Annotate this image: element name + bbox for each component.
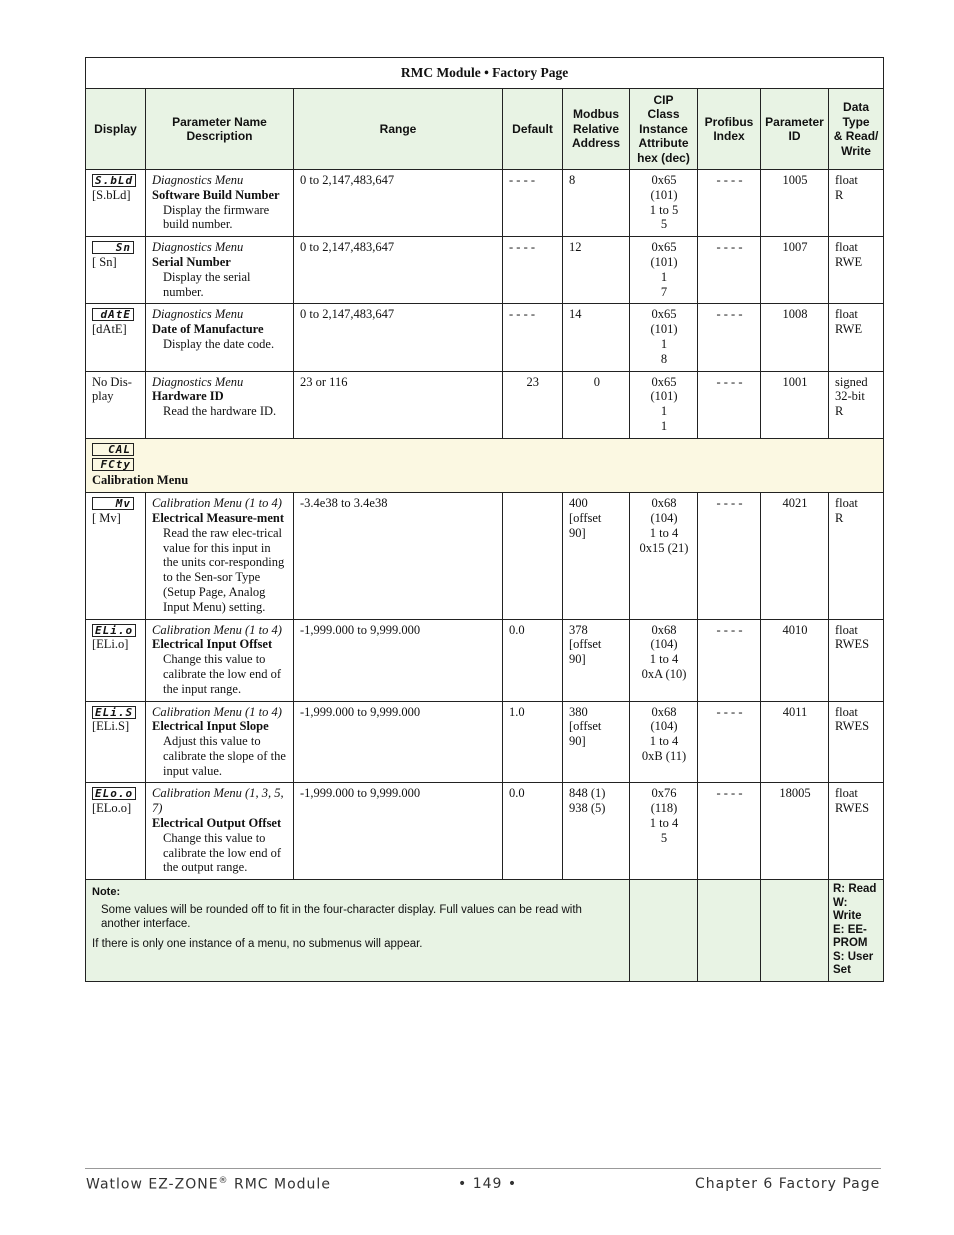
parameter-cell: [146, 783, 294, 880]
menu-name: Calibration Menu (1, 3, 5, 7): [152, 786, 284, 816]
range-cell: -1,999.000 to 9,999.000: [294, 701, 503, 783]
cip-cell: 0x68 (104) 1 to 4 0x15 (21): [630, 493, 698, 619]
display-glyph: ELo.o: [92, 787, 136, 800]
menu-label: Calibration Menu: [92, 473, 189, 488]
menu-glyph-fcty: FCty: [92, 458, 134, 471]
modbus-cell: 12: [563, 237, 630, 304]
table-row: [86, 619, 884, 701]
parameter-id-cell: 1001: [761, 371, 829, 438]
menu-name: Calibration Menu (1 to 4): [152, 496, 282, 511]
calibration-menu-row: [86, 438, 884, 492]
parameter-description: Change this value to calibrate the low end of the input range.: [163, 652, 282, 696]
display-text: [ELo.o]: [92, 801, 132, 816]
header-profibus: Profibus Index: [698, 89, 761, 170]
parameter-description: Adjust this value to calibrate the slope of the input value.: [163, 734, 286, 778]
factory-page-table: [85, 57, 884, 982]
footer-rule: [85, 1168, 881, 1169]
range-cell: 0 to 2,147,483,647: [294, 237, 503, 304]
parameter-name: Serial Number: [152, 254, 231, 269]
menu-name: Diagnostics Menu: [152, 374, 244, 389]
calibration-rows: [86, 493, 884, 880]
range-cell: -3.4e38 to 3.4e38: [294, 493, 503, 619]
data-type-cell: float R: [829, 170, 884, 237]
display-cell: [86, 619, 146, 701]
note-title: Note:: [92, 886, 121, 899]
default-cell: - - - -: [503, 170, 563, 237]
menu-name: Diagnostics Menu: [152, 307, 244, 322]
menu-name: Diagnostics Menu: [152, 173, 244, 187]
header-default: Default: [503, 89, 563, 170]
display-text: [ Mv]: [92, 510, 121, 525]
parameter-name: Electrical Input Offset: [152, 637, 273, 652]
modbus-cell: 378 [offset 90]: [563, 619, 630, 701]
modbus-cell: 848 (1) 938 (5): [563, 783, 630, 880]
default-cell: 0.0: [503, 783, 563, 880]
table-row: [86, 783, 884, 880]
modbus-cell: 400 [offset 90]: [563, 493, 630, 619]
range-cell: 0 to 2,147,483,647: [294, 170, 503, 237]
footer-registered-mark: ®: [218, 1176, 229, 1186]
footer-product-suffix: RMC Module: [228, 1176, 331, 1193]
range-cell: 0 to 2,147,483,647: [294, 304, 503, 371]
note-empty-param-id: [761, 880, 829, 982]
display-glyph: Sn: [92, 241, 134, 254]
display-cell: [86, 783, 146, 880]
parameter-id-cell: 1008: [761, 304, 829, 371]
default-cell: 0.0: [503, 619, 563, 701]
data-type-legend: R: Read W: Write E: EE- PROM S: User Set: [829, 880, 884, 982]
parameter-description: Read the raw elec-trical value for this input in the units cor-responding to the Sen-sor Type (Setup Page, Analog Input Menu) setting.: [163, 525, 285, 614]
display-text: [ Sn]: [92, 254, 117, 269]
cip-cell: 0x68 (104) 1 to 4 0xA (10): [630, 619, 698, 701]
display-cell: [86, 493, 146, 619]
note-line-1: Some values will be rounded off to fit in the four-character display. Full values can be read with another interface.: [101, 904, 582, 931]
parameter-name: Electrical Output Offset: [152, 816, 282, 831]
cip-cell: 0x76 (118) 1 to 4 5: [630, 783, 698, 880]
parameter-cell: [146, 619, 294, 701]
header-modbus: Modbus Relative Address: [563, 89, 630, 170]
table-title: RMC Module • Factory Page: [86, 58, 884, 89]
header-cip: CIP Class Instance Attribute hex (dec): [630, 89, 698, 170]
profibus-cell: - - - -: [698, 304, 761, 371]
modbus-cell: 380 [offset 90]: [563, 701, 630, 783]
footer-page-number: • 149 •: [458, 1176, 518, 1192]
parameter-id-cell: 1007: [761, 237, 829, 304]
table-row: [86, 371, 884, 438]
header-parameter-name: Parameter Name Description: [146, 89, 294, 170]
cip-cell: 0x65 (101) 1 8: [630, 304, 698, 371]
modbus-cell: 8: [563, 170, 630, 237]
note-line-2: If there is only one instance of a menu, no submenus will appear.: [92, 938, 423, 951]
header-parameter-id: Parameter ID: [761, 89, 829, 170]
display-cell: [86, 701, 146, 783]
display-text: [dAtE]: [92, 322, 127, 337]
parameter-cell: [146, 493, 294, 619]
display-cell: [86, 237, 146, 304]
data-type-cell: float RWES: [829, 783, 884, 880]
table-row: [86, 701, 884, 783]
note-row: [86, 880, 884, 982]
default-cell: [503, 493, 563, 619]
header-display: Display: [86, 89, 146, 170]
header-row: [86, 89, 884, 170]
default-cell: 23: [503, 371, 563, 438]
profibus-cell: - - - -: [698, 170, 761, 237]
menu-name: Calibration Menu (1 to 4): [152, 622, 282, 637]
display-glyph: S.bLd: [92, 174, 136, 187]
data-type-cell: float R: [829, 493, 884, 619]
display-glyph: ELi.o: [92, 624, 136, 637]
menu-glyph-cal: CAL: [92, 443, 134, 456]
parameter-description: Change this value to calibrate the low end of the output range.: [163, 830, 282, 875]
display-text: [ELi.o]: [92, 637, 129, 652]
data-type-cell: float RWES: [829, 701, 884, 783]
parameter-name: Electrical Input Slope: [152, 719, 269, 734]
footer-chapter: Chapter 6 Factory Page: [695, 1176, 881, 1192]
parameter-id-cell: 18005: [761, 783, 829, 880]
footer-product-name: Watlow EZ-ZONE: [86, 1176, 219, 1193]
note-empty-cip: [630, 880, 698, 982]
header-data-type: Data Type & Read/ Write: [829, 89, 884, 170]
table-row: [86, 170, 884, 237]
display-glyph: ELi.S: [92, 706, 136, 719]
parameter-id-cell: 4010: [761, 619, 829, 701]
range-cell: -1,999.000 to 9,999.000: [294, 619, 503, 701]
cip-cell: 0x68 (104) 1 to 4 0xB (11): [630, 701, 698, 783]
menu-name: Diagnostics Menu: [152, 240, 244, 255]
parameter-description: Display the firmware build number.: [163, 202, 270, 232]
parameter-cell: [146, 170, 294, 237]
display-text: [S.bLd]: [92, 187, 131, 202]
parameter-name: Date of Manufacture: [152, 322, 264, 337]
range-cell: 23 or 116: [294, 371, 503, 438]
table-row: [86, 304, 884, 371]
cip-cell: 0x65 (101) 1 1: [630, 371, 698, 438]
parameter-cell: [146, 371, 294, 438]
data-type-cell: signed 32-bit R: [829, 371, 884, 438]
cip-cell: 0x65 (101) 1 7: [630, 237, 698, 304]
parameter-id-cell: 1005: [761, 170, 829, 237]
table-row: [86, 493, 884, 619]
modbus-cell: 0: [563, 371, 630, 438]
parameter-name: Software Build Number: [152, 187, 280, 202]
menu-name: Calibration Menu (1 to 4): [152, 704, 282, 719]
display-glyph: dAtE: [92, 308, 134, 321]
profibus-cell: - - - -: [698, 371, 761, 438]
display-glyph: Mv: [92, 497, 134, 510]
display-cell: [86, 304, 146, 371]
diagnostics-rows: [86, 170, 884, 439]
default-cell: 1.0: [503, 701, 563, 783]
profibus-cell: - - - -: [698, 493, 761, 619]
display-cell: [86, 371, 146, 438]
note-empty-profibus: [698, 880, 761, 982]
profibus-cell: - - - -: [698, 783, 761, 880]
parameter-cell: [146, 701, 294, 783]
parameter-description: Display the date code.: [163, 336, 275, 351]
default-cell: - - - -: [503, 304, 563, 371]
footer-product: [86, 1176, 331, 1193]
modbus-cell: 14: [563, 304, 630, 371]
parameter-id-cell: 4021: [761, 493, 829, 619]
profibus-cell: - - - -: [698, 701, 761, 783]
data-type-cell: float RWES: [829, 619, 884, 701]
parameter-description: Display the serial number.: [163, 269, 251, 299]
cip-cell: 0x65 (101) 1 to 5 5: [630, 170, 698, 237]
parameter-cell: [146, 304, 294, 371]
table-row: [86, 237, 884, 304]
parameter-cell: [146, 237, 294, 304]
parameter-id-cell: 4011: [761, 701, 829, 783]
range-cell: -1,999.000 to 9,999.000: [294, 783, 503, 880]
parameter-name: Hardware ID: [152, 389, 224, 404]
profibus-cell: - - - -: [698, 237, 761, 304]
parameter-description: Read the hardware ID.: [163, 404, 277, 419]
default-cell: - - - -: [503, 237, 563, 304]
profibus-cell: - - - -: [698, 619, 761, 701]
display-cell: [86, 170, 146, 237]
data-type-cell: float RWE: [829, 237, 884, 304]
header-range: Range: [294, 89, 503, 170]
display-text: [ELi.S]: [92, 719, 130, 734]
parameter-name: Electrical Measure-ment: [152, 510, 285, 525]
display-text: No Dis- play: [92, 374, 132, 404]
data-type-cell: float RWE: [829, 304, 884, 371]
